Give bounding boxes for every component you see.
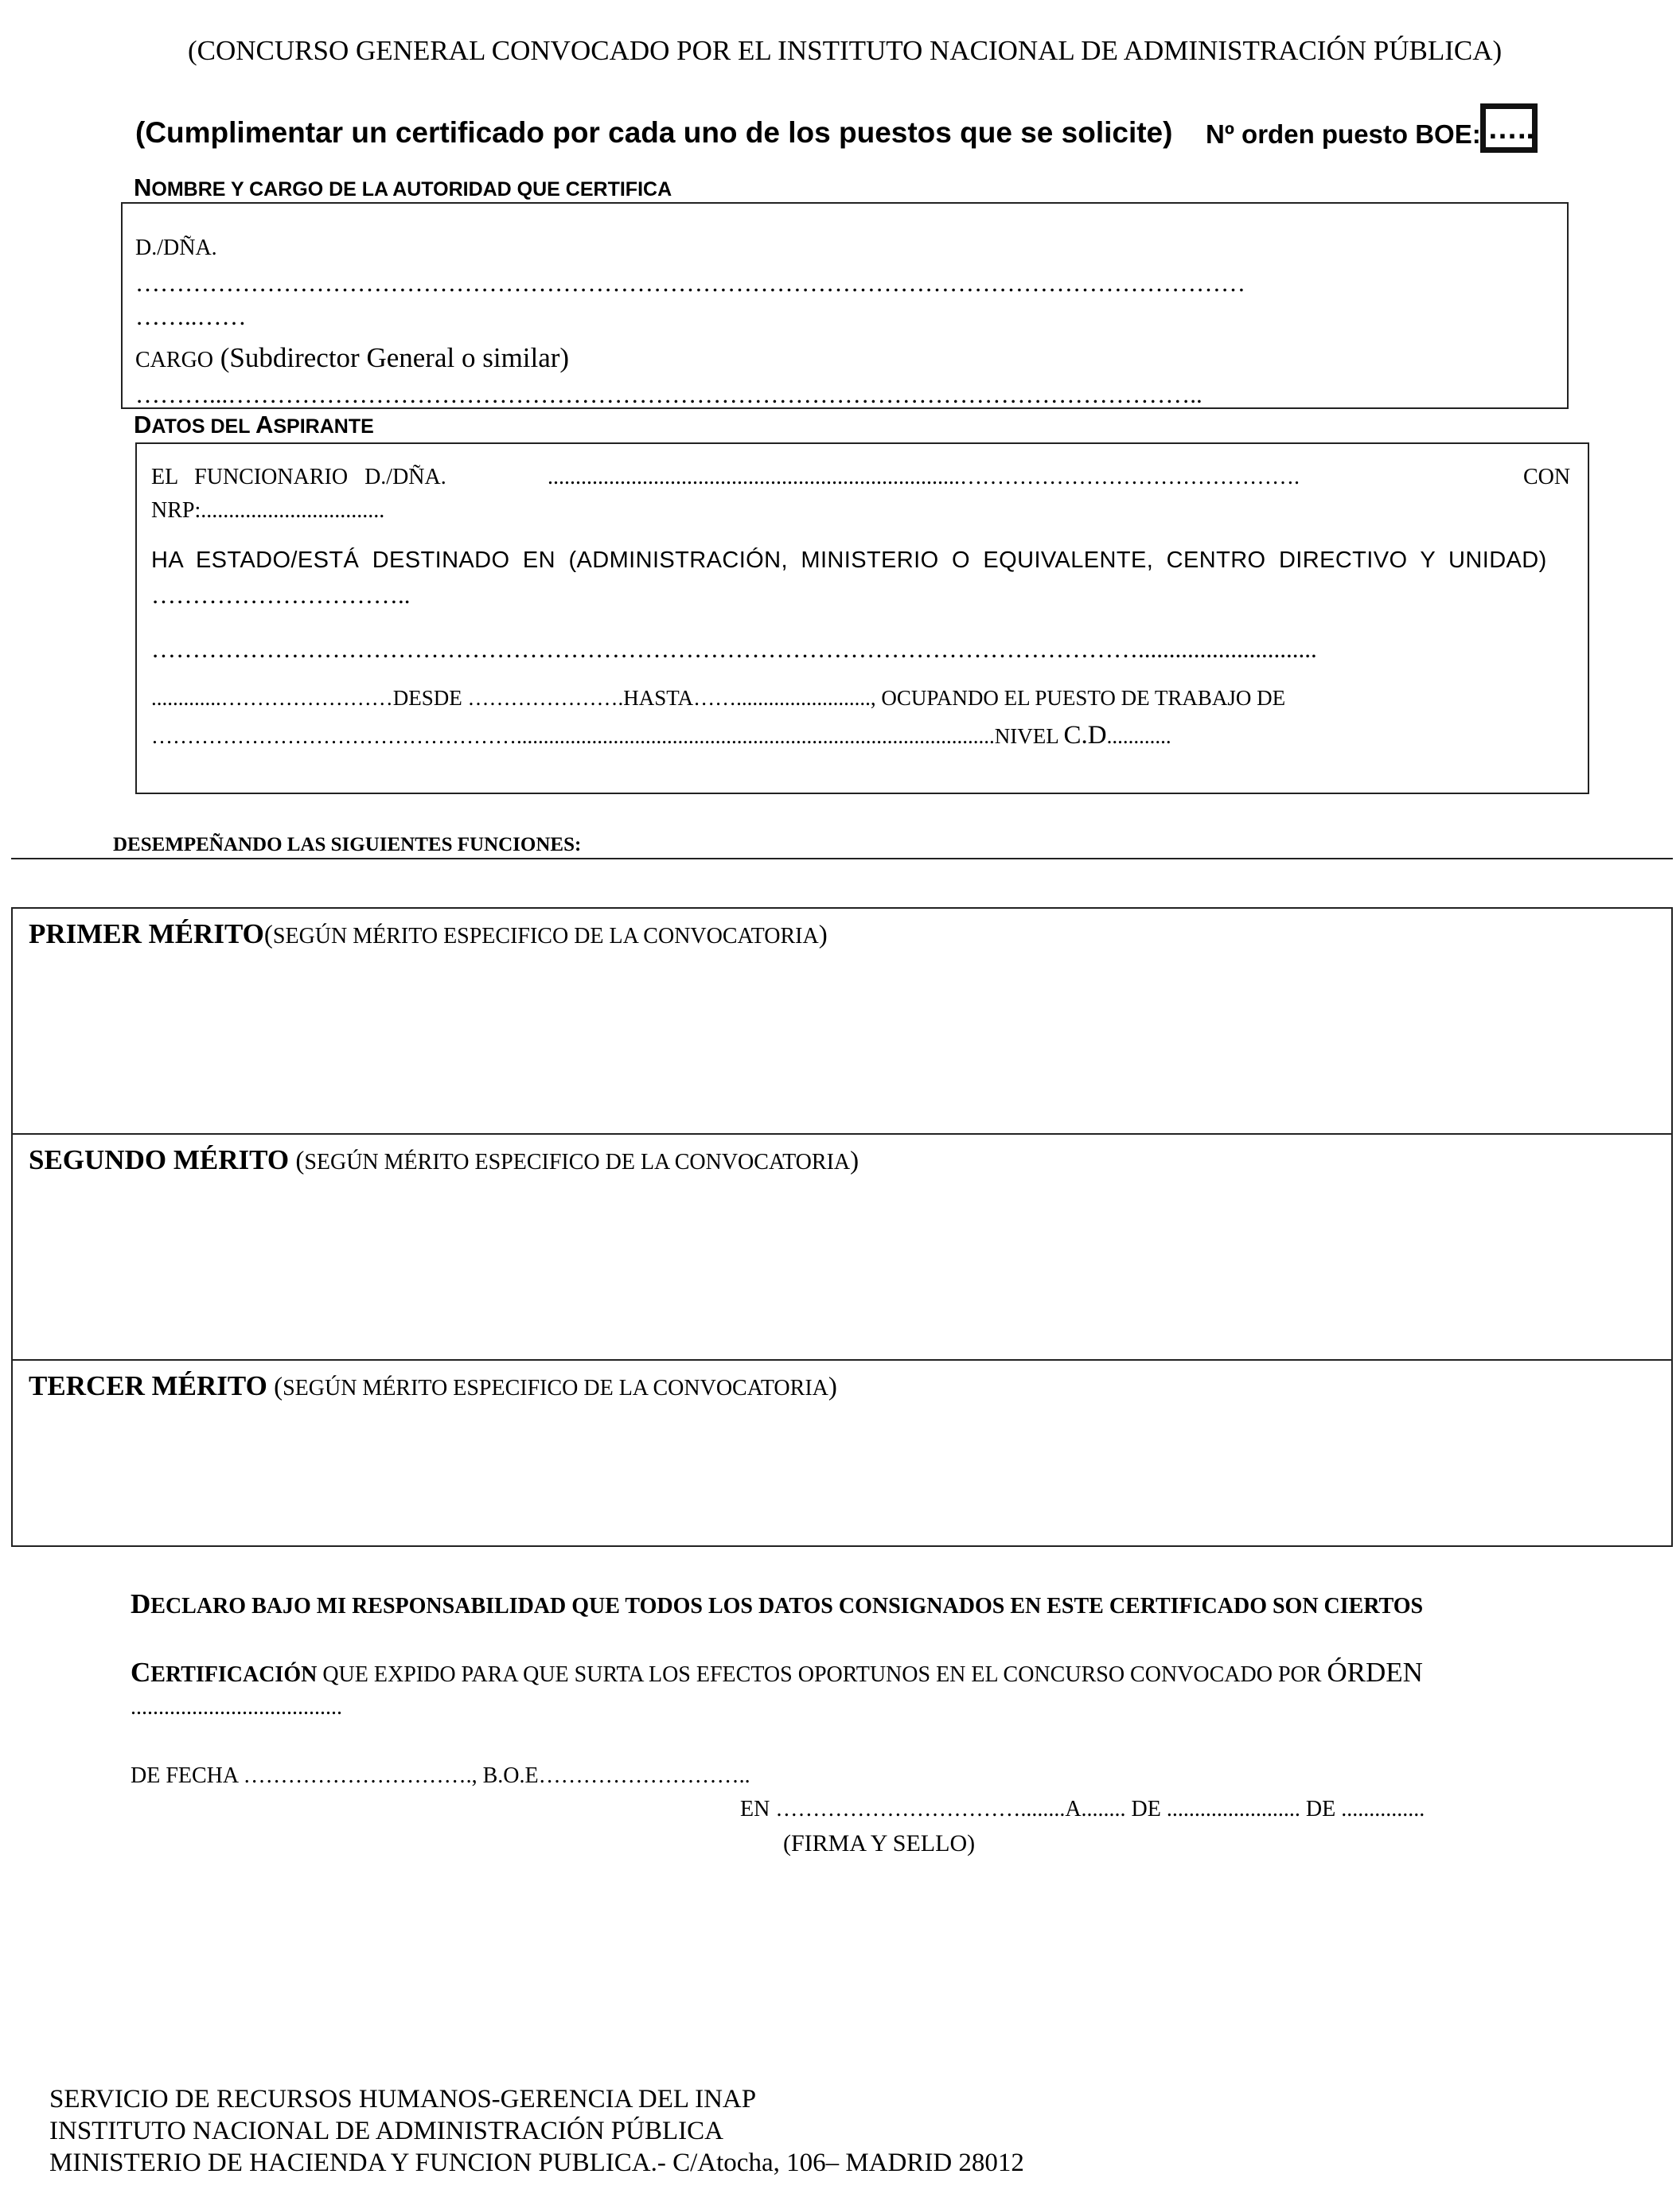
puesto-nivel-line[interactable]: …………………………………………….........................................................................................NIVEL C.D............ xyxy=(151,721,1171,750)
certification-text: CERTIFICACIÓN QUE EXPIDO PARA QUE SURTA LOS EFECTOS OPORTUNOS EN EL CONCURSO CONVOCADO POR ÓRDEN xyxy=(131,1657,1423,1688)
orden-field[interactable]: ...................................... xyxy=(131,1695,342,1720)
authority-box xyxy=(121,202,1569,409)
lugar-fecha-line[interactable]: EN ……………………………........A........ DE ........................ DE ............... xyxy=(740,1797,1425,1821)
funcionario-name-field[interactable]: ..........................................................................………………………………………. xyxy=(548,465,1300,489)
firma-sello-label: (FIRMA Y SELLO) xyxy=(783,1830,976,1856)
merit-cell-segundo[interactable] xyxy=(11,1133,1673,1361)
fechas-puesto-line[interactable]: .............……………………DESDE ………………….HASTA……........................., OCUPANDO EL PUESTO DE TRABAJO DE xyxy=(151,686,1286,710)
authority-heading: NOMBRE Y CARGO DE LA AUTORIDAD QUE CERTIFICA xyxy=(134,173,672,201)
order-label: Nº orden puesto BOE: xyxy=(1206,119,1481,149)
aspirante-heading: DATOS DEL ASPIRANTE xyxy=(134,411,374,438)
con-label: CON xyxy=(1523,465,1571,489)
form-subtitle: (CONCURSO GENERAL CONVOCADO POR EL INSTITUTO NACIONAL DE ADMINISTRACIÓN PÚBLICA) xyxy=(188,35,1503,66)
order-number-value: ….. xyxy=(1487,112,1535,146)
funcionario-label: EL FUNCIONARIO D./DÑA. xyxy=(151,465,446,489)
destino-label: HA ESTADO/ESTÁ DESTINADO EN (ADMINISTRACIÓN, MINISTERIO O EQUIVALENTE, CENTRO DIRECTIVO Y UNIDAD) xyxy=(151,547,1547,573)
funciones-rule xyxy=(11,858,1673,859)
instruction-text: (Cumplimentar un certificado por cada uno de los puestos que se solicite) xyxy=(135,116,1173,149)
merit-cell-tercer[interactable] xyxy=(11,1359,1673,1547)
merit-title: TERCER MÉRITO (SEGÚN MÉRITO ESPECIFICO DE LA CONVOCATORIA) xyxy=(29,1370,837,1401)
declaration-text: DECLARO BAJO MI RESPONSABILIDAD QUE TODOS LOS DATOS CONSIGNADOS EN ESTE CERTIFICADO SON CIERTOS xyxy=(131,1588,1424,1619)
merit-cell-primer[interactable] xyxy=(11,907,1673,1135)
destino-field-cont[interactable]: …………………………………………………………………………………………………………............................. xyxy=(151,635,1317,663)
authority-cargo-field[interactable]: ………...……………………………………………………………………………………………………….. xyxy=(135,380,1203,408)
order-number-box[interactable] xyxy=(1480,103,1538,153)
destino-field[interactable]: ………………………….. xyxy=(151,581,411,609)
authority-name-label: D./DÑA. xyxy=(135,236,217,260)
footer-line-1: SERVICIO DE RECURSOS HUMANOS-GERENCIA DEL INAP xyxy=(49,2085,757,2114)
footer-line-2: INSTITUTO NACIONAL DE ADMINISTRACIÓN PÚBLICA xyxy=(49,2117,723,2145)
footer-line-3: MINISTERIO DE HACIENDA Y FUNCION PUBLICA.- C/Atocha, 106– MADRID 28012 xyxy=(49,2149,1024,2177)
authority-cargo-label: CARGO (Subdirector General o similar) xyxy=(135,342,570,373)
fecha-boe-line[interactable]: DE FECHA …………………………., B.O.E……………………….. xyxy=(131,1763,750,1788)
merit-title: PRIMER MÉRITO(SEGÚN MÉRITO ESPECIFICO DE LA CONVOCATORIA) xyxy=(29,918,828,949)
authority-name-field[interactable]: ……………………………………………………………………………………………………………………… xyxy=(135,269,1245,297)
authority-name-field-cont[interactable]: ……..…… xyxy=(135,302,247,330)
nrp-field[interactable]: NRP:................................. xyxy=(151,498,385,523)
merit-title: SEGUNDO MÉRITO (SEGÚN MÉRITO ESPECIFICO DE LA CONVOCATORIA) xyxy=(29,1144,859,1175)
funciones-heading: DESEMPEÑANDO LAS SIGUIENTES FUNCIONES: xyxy=(113,834,582,855)
